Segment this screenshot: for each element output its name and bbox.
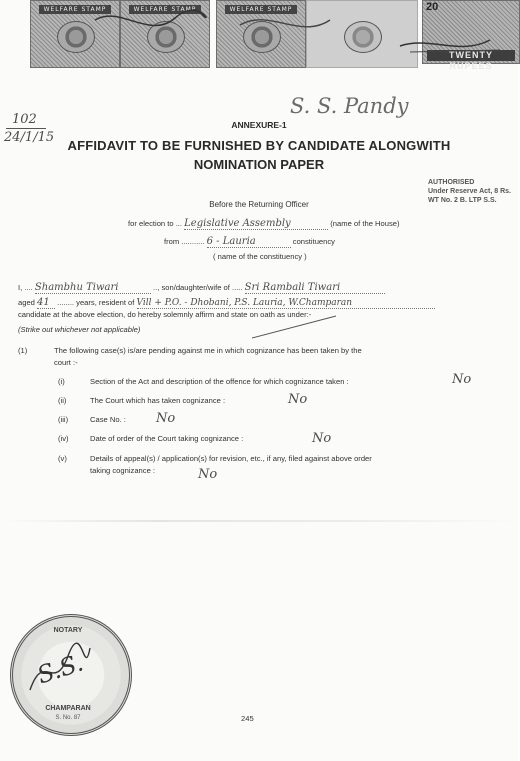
deponent-address-value: Vill + P.O. - Dhobani, P.S. Lauria, W.Champaran [137, 298, 435, 309]
from-prefix: from ........... [164, 237, 205, 246]
stamp-1-band: WELFARE STAMP [39, 5, 111, 14]
notary-seal-top-text: NOTARY [53, 627, 83, 634]
aged-prefix: aged [18, 298, 35, 307]
item-3-answer: No [156, 411, 176, 426]
deponent-father-value: Sri Rambali Tiwari [245, 282, 385, 294]
notary-seal-bottom-text: CHAMPARAN [45, 705, 91, 712]
before-returning-officer: Before the Returning Officer [209, 200, 309, 209]
stamp-value-text: TWENTY RUPEES [427, 50, 515, 61]
item-2-number: (ii) [58, 396, 67, 405]
page-title-line-2: NOMINATION PAPER [193, 157, 325, 172]
item-4-answer: No [312, 431, 332, 446]
deponent-age-value: 41 [37, 297, 55, 309]
item-5-number: (v) [58, 454, 67, 463]
para-1-text-line-1: The following case(s) is/are pending against me in which cognizance has been taken by the [54, 346, 362, 355]
notary-seal-registration: S. No. 87 [55, 715, 81, 721]
item-5-text-line-2: taking cognizance : [90, 466, 156, 475]
deponent-relation: .., son/daughter/wife of ..... [153, 283, 243, 292]
item-5-text-line-1: Details of appeal(s) / application(s) for revision, etc., if any, filed against above order [90, 454, 372, 463]
page-number: 245 [241, 714, 254, 723]
authorisation-seal-line-1: AUTHORISED [428, 179, 475, 186]
margin-note-date: 24/1/15 [4, 130, 55, 145]
item-3-text: Case No. : [90, 415, 126, 424]
stamp-2-band: WELFARE STAMP [129, 5, 201, 14]
notary-signature: S.S. [33, 648, 87, 690]
annexure-label: ANNEXURE-1 [231, 120, 287, 130]
item-1-number: (i) [58, 377, 65, 386]
stamp-3-band: WELFARE STAMP [225, 5, 297, 14]
item-2-text: The Court which has taken cognizance : [90, 396, 226, 405]
pen-stroke [250, 312, 340, 342]
item-5-answer: No [198, 467, 218, 482]
strike-out-note: (Strike out whichever not applicable) [18, 325, 141, 334]
page-title-line-1: AFFIDAVIT TO BE FURNISHED BY CANDIDATE ALONGWITH [67, 138, 451, 153]
scan-artifact [0, 520, 518, 522]
item-4-number: (iv) [58, 434, 69, 443]
item-4-text: Date of order of the Court taking cognizance : [90, 434, 244, 443]
constituency-value: 6 - Lauria [207, 236, 291, 248]
aged-mid: ........ years, resident of [57, 298, 135, 307]
item-1-text: Section of the Act and description of the offence for which cognizance taken : [90, 377, 349, 386]
stamp-value: 20 [426, 1, 439, 13]
deponent-name-value: Shambhu Tiwari [35, 282, 151, 294]
authorisation-seal-line-3: WT No. 2 B. LTP S.S. [428, 197, 497, 204]
house-name-value: Legislative Assembly [184, 218, 328, 230]
election-prefix: for election to ... [128, 219, 183, 228]
item-2-answer: No [288, 392, 308, 407]
margin-note-number: 102 [12, 112, 37, 127]
item-3-number: (iii) [58, 415, 69, 424]
constituency-line [164, 236, 335, 248]
stamp-cancellation-scribbles [0, 0, 518, 90]
constituency-suffix: constituency [292, 237, 335, 246]
deponent-age-line [18, 297, 435, 309]
constituency-note: ( name of the constituency ) [213, 252, 307, 261]
top-signature: S. S. Pandy [290, 94, 409, 118]
item-1-answer: No [452, 372, 472, 387]
election-line [128, 218, 400, 230]
para-1-number: (1) [18, 346, 28, 355]
authorisation-seal-line-2: Under Reserve Act, 8 Rs. [428, 188, 511, 195]
deponent-affirm-line: candidate at the above election, do hereby solemnly affirm and state on oath as under:- [18, 310, 312, 319]
deponent-name-line [18, 282, 385, 294]
notary-signature-stroke [24, 640, 94, 700]
election-suffix: (name of the House) [330, 219, 400, 228]
para-1-text-line-2: court :- [54, 358, 78, 367]
deponent-prefix: I, .... [18, 283, 33, 292]
